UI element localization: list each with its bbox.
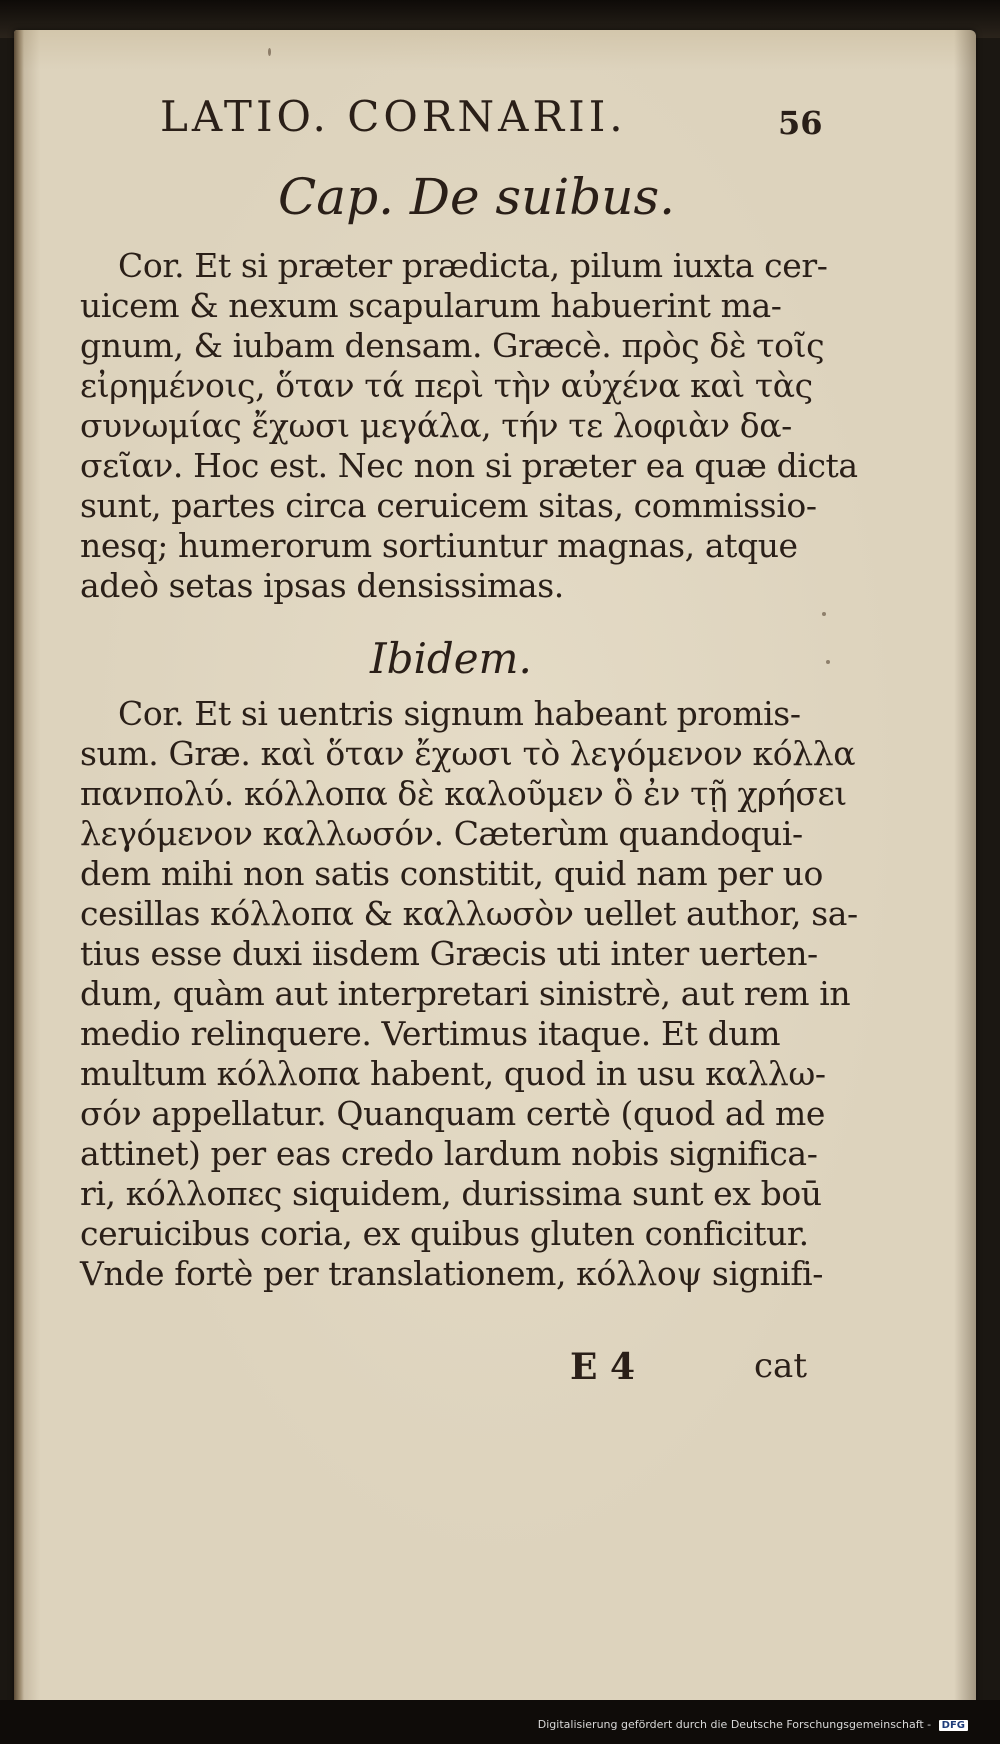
- text-line: λεγόμενον καλλωσόν. Cæterùm quandoqui-: [80, 814, 803, 853]
- digitization-credit: [538, 1718, 968, 1731]
- text-line: sum. Græ. καὶ ὅταν ἔχωσι τὸ λεγόμενον κόλλα: [80, 734, 856, 773]
- text-line: σόν appellatur. Quanquam certè (quod ad me: [80, 1094, 826, 1133]
- section-heading: Ibidem.: [370, 634, 532, 683]
- text-line: Cor. Et si uentris signum habeant promis-: [118, 694, 801, 733]
- credit-text: Digitalisierung gefördert durch die Deutsche Forschungsgemeinschaft -: [537, 1718, 932, 1731]
- text-line: συνωμίας ἔχωσι μεγάλα, τήν τε λοφιὰν δα-: [80, 406, 792, 445]
- text-line: dem mihi non satis constitit, quid nam per uo: [80, 854, 823, 893]
- paper-speck: [826, 660, 830, 664]
- text-line: adeò setas ipsas densissimas.: [80, 566, 564, 605]
- catchword: cat: [754, 1346, 807, 1386]
- page-number: 56: [778, 104, 823, 142]
- text-line: ri, κόλλοπες siquidem, durissima sunt ex boū: [80, 1174, 822, 1213]
- paper-speck: [822, 612, 826, 616]
- text-line: nesq; humerorum sortiuntur magnas, atque: [80, 526, 798, 565]
- text-line: Cor. Et si præter prædicta, pilum iuxta cer-: [118, 246, 828, 285]
- text-line: sunt, partes circa ceruicem sitas, commissio-: [80, 486, 817, 525]
- text-line: attinet) per eas credo lardum nobis significa-: [80, 1134, 818, 1173]
- running-head: LATIO. CORNARII.: [160, 92, 627, 141]
- text-line: πανπολύ. κόλλοπα δὲ καλοῦμεν ὃ ἐν τῇ χρήσει: [80, 774, 847, 813]
- text-line: cesillas κόλλοπα & καλλωσὸν uellet author, sa-: [80, 894, 858, 933]
- signature-mark: E 4: [570, 1346, 636, 1388]
- text-line: gnum, & iubam densam. Græcè. πρὸς δὲ τοῖς: [80, 326, 825, 365]
- text-line: dum, quàm aut interpretari sinistrè, aut rem in: [80, 974, 851, 1013]
- text-line: tius esse duxi iisdem Græcis uti inter uerten-: [80, 934, 818, 973]
- text-line: medio relinquere. Vertimus itaque. Et dum: [80, 1014, 781, 1053]
- text-line: εἰρημένοις, ὅταν τά περὶ τὴν αὐχένα καὶ τὰς: [80, 366, 813, 405]
- text-line: ceruicibus coria, ex quibus gluten conficitur.: [80, 1214, 809, 1253]
- text-line: uicem & nexum scapularum habuerint ma-: [80, 286, 782, 325]
- text-line: Vnde fortè per translationem, κόλλοψ signifi-: [80, 1254, 824, 1293]
- section-heading: Cap. De suibus.: [278, 168, 676, 226]
- text-line: σεῖαν. Hoc est. Nec non si præter ea quæ dicta: [80, 446, 858, 485]
- text-line: multum κόλλοπα habent, quod in usu καλλω-: [80, 1054, 826, 1093]
- page-gutter-edge: [14, 30, 24, 1710]
- dfg-logo: DFG: [939, 1720, 968, 1731]
- paper-speck: [268, 48, 271, 56]
- paragraph: [80, 246, 858, 606]
- paragraph: [80, 694, 858, 1294]
